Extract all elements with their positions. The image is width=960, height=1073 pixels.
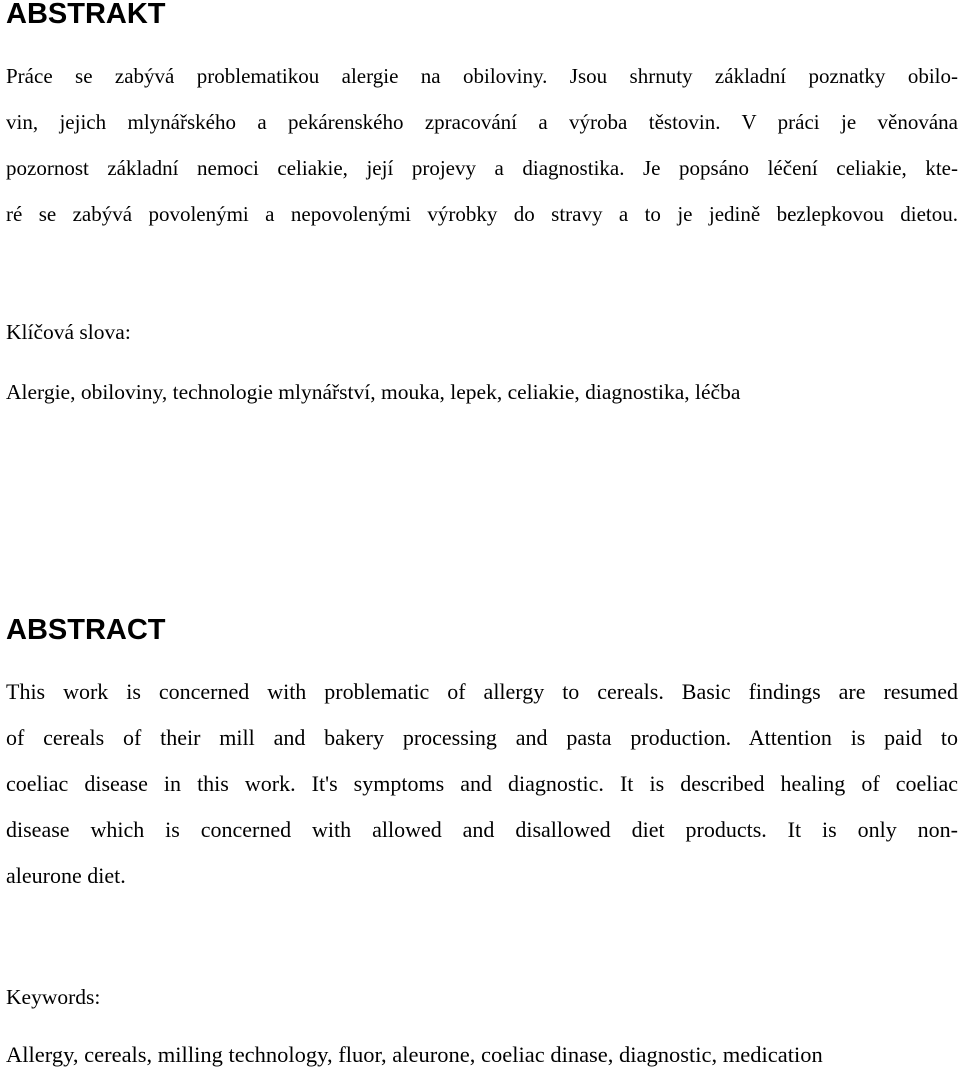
- english-abstract-paragraph: [6, 669, 958, 899]
- english-abstract-heading: ABSTRACT: [6, 614, 166, 646]
- english-abstract-line: coeliac disease in this work. It's symptoms and diagnostic. It is described healing of coeliac: [6, 771, 958, 796]
- english-keywords-label: Keywords:: [6, 985, 101, 1009]
- english-abstract-line: This work is concerned with problematic of allergy to cereals. Basic findings are resumed: [6, 679, 958, 704]
- czech-abstract-heading: ABSTRAKT: [6, 0, 166, 30]
- czech-keywords-label: Klíčová slova:: [6, 320, 131, 344]
- english-keywords-text: Allergy, cereals, milling technology, fluor, aleurone, coeliac dinase, diagnostic, medication: [6, 1042, 823, 1067]
- czech-abstract-line: Práce se zabývá problematikou alergie na obiloviny. Jsou shrnuty základní poznatky obilo-: [6, 64, 958, 88]
- english-abstract-line: of cereals of their mill and bakery processing and pasta production. Attention is paid to: [6, 725, 958, 750]
- czech-abstract-line: pozornost základní nemoci celiakie, její projevy a diagnostika. Je popsáno léčení celiakie, kte-: [6, 156, 958, 180]
- czech-abstract-paragraph: [6, 53, 958, 237]
- english-abstract-line: aleurone diet.: [6, 863, 126, 888]
- english-abstract-line: disease which is concerned with allowed and disallowed diet products. It is only non-: [6, 817, 958, 842]
- czech-keywords-text: Alergie, obiloviny, technologie mlynářství, mouka, lepek, celiakie, diagnostika, léčba: [6, 380, 741, 404]
- document-page: [6, 0, 958, 1073]
- czech-abstract-line: ré se zabývá povolenými a nepovolenými výrobky do stravy a to je jedině bezlepkovou dietou.: [6, 202, 958, 226]
- czech-abstract-line: vin, jejich mlynářského a pekárenského zpracování a výroba těstovin. V práci je věnována: [6, 110, 958, 134]
